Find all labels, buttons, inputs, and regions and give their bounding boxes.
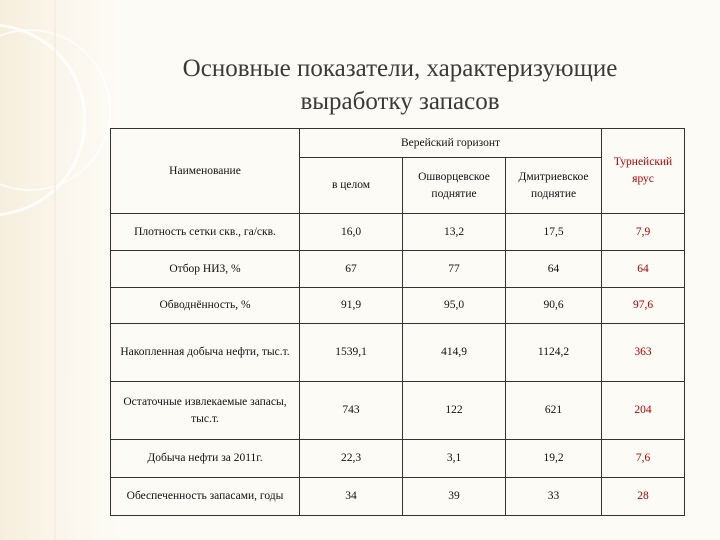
cell-dm: 17,5 [506, 214, 602, 251]
header-row-1 [111, 129, 685, 158]
title-line-2: выработку запасов [300, 88, 500, 115]
row-name: Отбор НИЗ, % [111, 251, 300, 288]
slide-title [130, 52, 670, 118]
cell-dm: 1124,2 [506, 324, 602, 382]
row-name: Остаточные извлекаемые запасы, тыс.т. [111, 382, 300, 440]
cell-tur: 363 [602, 324, 685, 382]
cell-dm: 621 [506, 382, 602, 440]
cell-osh: 3,1 [403, 440, 506, 478]
cell-tur: 28 [602, 478, 685, 516]
cell-tur: 97,6 [602, 288, 685, 324]
table-row [111, 251, 685, 288]
header-name: Наименование [111, 129, 300, 214]
cell-tur: 64 [602, 251, 685, 288]
cell-tur: 7,6 [602, 440, 685, 478]
indicators-table [110, 128, 685, 516]
cell-all: 34 [300, 478, 403, 516]
row-name: Накопленная добыча нефти, тыс.т. [111, 324, 300, 382]
header-col-all: в целом [300, 158, 403, 214]
table-row [111, 440, 685, 478]
header-vereisky: Верейский горизонт [300, 129, 602, 158]
header-col-oshvortsevskoe: Ошворцевское поднятие [403, 158, 506, 214]
cell-all: 16,0 [300, 214, 403, 251]
row-name: Добыча нефти за 2011г. [111, 440, 300, 478]
cell-all: 1539,1 [300, 324, 403, 382]
cell-osh: 13,2 [403, 214, 506, 251]
cell-dm: 19,2 [506, 440, 602, 478]
header-turneisky: Турнейский ярус [602, 129, 685, 214]
cell-all: 743 [300, 382, 403, 440]
cell-osh: 414,9 [403, 324, 506, 382]
row-name: Обводнённость, % [111, 288, 300, 324]
header-col-dmitrievskoe: Дмитриевское поднятие [506, 158, 602, 214]
table-row [111, 288, 685, 324]
table-row [111, 214, 685, 251]
row-name: Плотность сетки скв., га/скв. [111, 214, 300, 251]
row-name: Обеспеченность запасами, годы [111, 478, 300, 516]
cell-all: 22,3 [300, 440, 403, 478]
table-row [111, 324, 685, 382]
cell-tur: 7,9 [602, 214, 685, 251]
table-row [111, 478, 685, 516]
cell-osh: 77 [403, 251, 506, 288]
cell-osh: 122 [403, 382, 506, 440]
cell-osh: 95,0 [403, 288, 506, 324]
cell-dm: 90,6 [506, 288, 602, 324]
table-row [111, 382, 685, 440]
cell-dm: 33 [506, 478, 602, 516]
cell-all: 91,9 [300, 288, 403, 324]
cell-dm: 64 [506, 251, 602, 288]
title-line-1: Основные показатели, характеризующие [182, 55, 618, 82]
cell-tur: 204 [602, 382, 685, 440]
cell-osh: 39 [403, 478, 506, 516]
cell-all: 67 [300, 251, 403, 288]
